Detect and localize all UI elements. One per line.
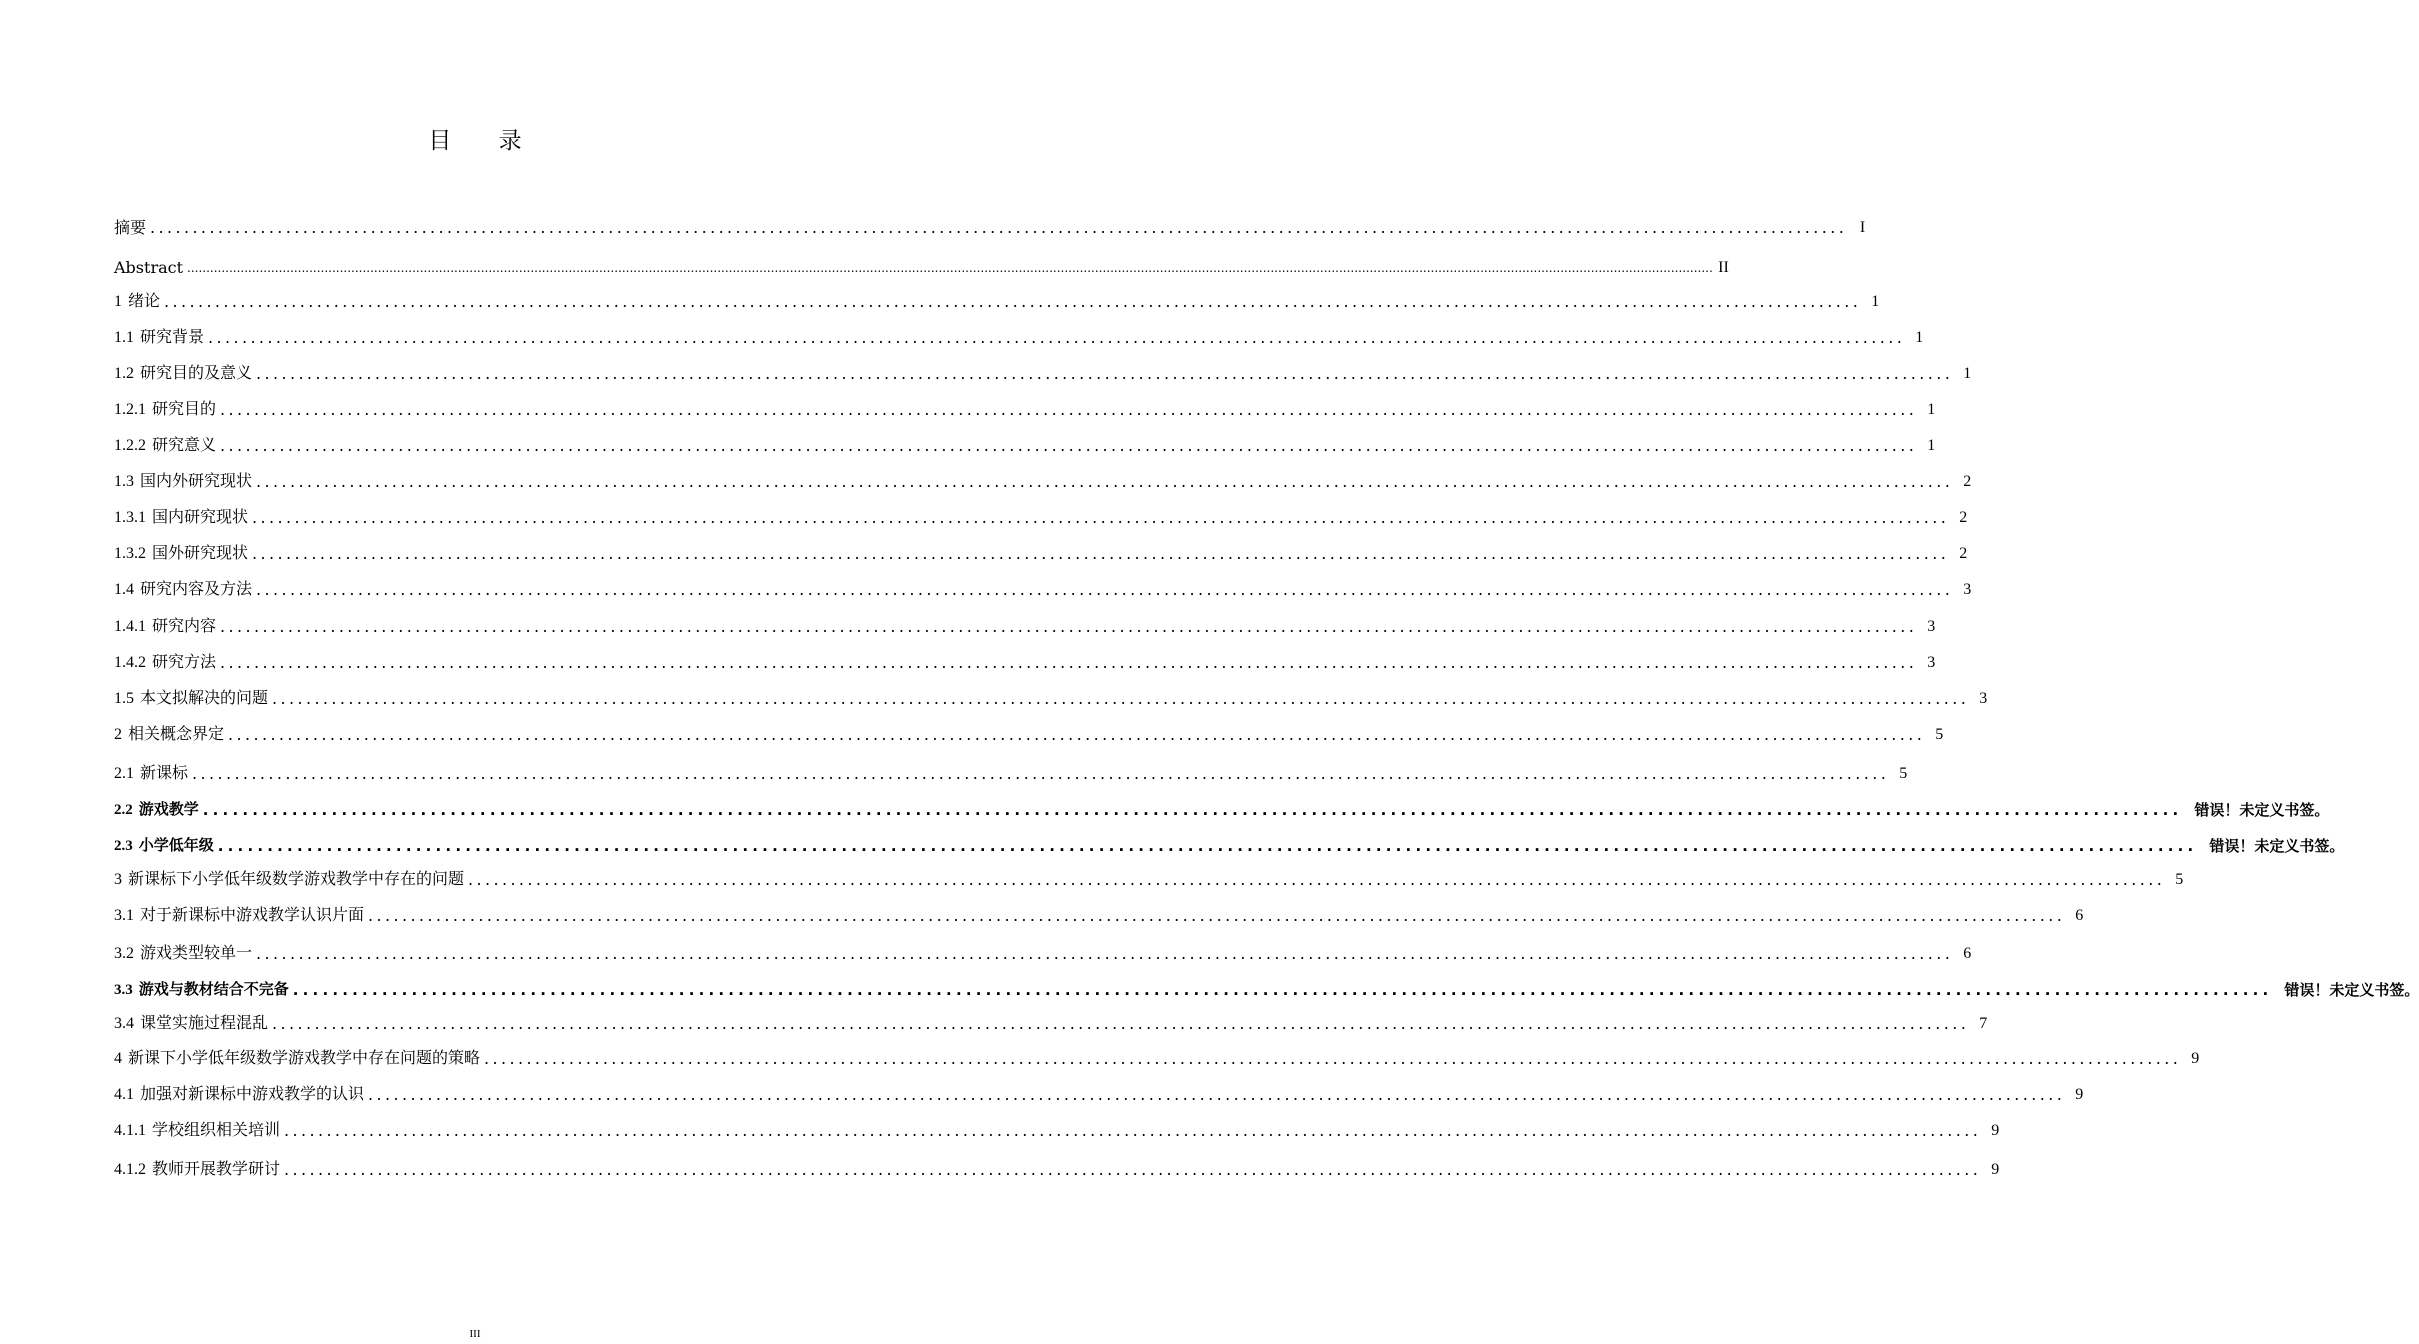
toc-entry-page-number: 2	[1959, 545, 1968, 562]
toc-entry[interactable]	[114, 1043, 2200, 1069]
toc-entry[interactable]	[114, 719, 1944, 745]
toc-entry-text: 研究意义	[152, 435, 217, 454]
toc-entry-page-number: 3	[1927, 654, 1936, 671]
toc-entry-number: 1.4.1	[114, 618, 146, 635]
toc-dot-leader: ........................................................................................................................................................................................................	[220, 436, 1918, 455]
toc-dot-leader: ........................................................................................................................................................................................................	[252, 508, 1950, 527]
toc-entry-label	[114, 507, 248, 528]
toc-entry-text: 新课下小学低年级数学游戏教学中存在问题的策略	[128, 1048, 481, 1067]
toc-entry-label	[114, 399, 216, 420]
toc-entry-text: 教师开展教学研讨	[152, 1159, 281, 1178]
toc-dot-leader: ........................................................................................................................................................................................................	[284, 1121, 1982, 1140]
toc-entry-label	[114, 652, 216, 673]
toc-entry-label	[114, 616, 216, 637]
toc-dot-leader: ........................................................................................................................................................................................................	[256, 364, 1954, 383]
toc-entry-number: 3	[114, 871, 122, 888]
toc-entry-number: 1.1	[114, 329, 134, 346]
toc-entry-number: 2.2	[114, 802, 133, 818]
toc-entry-page-number: 9	[1991, 1161, 2000, 1178]
toc-entry[interactable]	[114, 794, 2330, 820]
toc-entry-page-number: 3	[1927, 618, 1936, 635]
toc-dot-leader: ........................................................................................................................................................................................................	[256, 944, 1954, 963]
toc-dot-leader: ........................................................................................................................................................................................................	[272, 689, 1970, 708]
toc-entry-label	[114, 724, 224, 745]
toc-entry-page-number: 3	[1979, 690, 1988, 707]
page-title: 目 录	[428, 128, 542, 154]
toc-entry[interactable]	[114, 647, 1936, 673]
toc-dot-leader: ........................................................................................................................................................................................................	[468, 870, 2166, 889]
toc-entry-number: 2.3	[114, 838, 133, 854]
toc-entry[interactable]	[114, 974, 2419, 1000]
toc-entry-text: 学校组织相关培训	[152, 1120, 281, 1139]
toc-dot-leader: ........................................................................................................................................................................................................	[217, 837, 2198, 855]
toc-entry-page-number: 6	[2075, 907, 2084, 924]
toc-entry-label	[114, 543, 248, 564]
toc-entry[interactable]	[114, 1008, 1988, 1034]
toc-entry-text: 对于新课标中游戏教学认识片面	[140, 905, 365, 924]
toc-entry-label	[114, 799, 199, 820]
toc-entry-number: 1.2.1	[114, 401, 146, 418]
toc-entry-text: 小学低年级	[138, 836, 214, 854]
toc-dot-leader: ........................................................................................................................................................................................................	[368, 906, 2066, 925]
toc-entry-label	[114, 218, 146, 238]
toc-entry[interactable]	[114, 574, 1972, 600]
toc-entry[interactable]	[114, 394, 1936, 420]
toc-entry-page-number: II	[1718, 259, 1729, 276]
toc-entry-label	[114, 471, 252, 492]
toc-entry-text: 加强对新课标中游戏教学的认识	[140, 1084, 365, 1103]
toc-entry-page-number: 5	[1899, 765, 1908, 782]
toc-entry-label	[114, 1159, 280, 1180]
toc-entry-text: 研究背景	[140, 327, 205, 346]
toc-entry-label	[114, 943, 252, 964]
toc-entry-text: 新课标	[140, 763, 189, 782]
toc-entry[interactable]	[114, 683, 1988, 709]
toc-entry[interactable]	[114, 252, 1729, 278]
toc-entry-page-number: 1	[1915, 329, 1924, 346]
toc-entry-page-number: 5	[1935, 726, 1944, 743]
toc-entry-page-number: 9	[1991, 1122, 2000, 1139]
toc-entry-number: 4.1.2	[114, 1161, 146, 1178]
toc-entry-text: 本文拟解决的问题	[140, 688, 269, 707]
toc-entry-number: 3.1	[114, 907, 134, 924]
toc-entry-text: 游戏类型较单一	[140, 943, 253, 962]
toc-entry-page-number: 7	[1979, 1015, 1988, 1032]
toc-entry-number: 2	[114, 726, 122, 743]
toc-entry-number: 1.2.2	[114, 437, 146, 454]
toc-entry[interactable]	[114, 938, 1972, 964]
toc-dot-leader: ........................................................................................................................................................................................................	[256, 472, 1954, 491]
toc-entry[interactable]	[114, 900, 2084, 926]
toc-entry-number: 4	[114, 1050, 122, 1067]
toc-entry-number: 1.4	[114, 581, 134, 598]
toc-entry-label	[114, 1120, 280, 1141]
toc-dot-leader: ................................................................................................................................................................................................................................................................................................................................................................................................................	[187, 261, 1713, 275]
toc-entry-label	[114, 579, 252, 600]
toc-entry-page-number: 2	[1963, 473, 1972, 490]
toc-entry-number: 1.3.1	[114, 509, 146, 526]
toc-entry-label	[114, 363, 252, 384]
toc-entry-text: 研究方法	[152, 652, 217, 671]
page-footer-number: III	[469, 1328, 481, 1340]
toc-dot-leader: ........................................................................................................................................................................................................	[164, 292, 1862, 311]
toc-dot-leader: ........................................................................................................................................................................................................	[220, 653, 1918, 672]
toc-entry-text: 研究目的及意义	[140, 363, 253, 382]
toc-entry-page-number: 错误！未定义书签。	[2209, 837, 2345, 855]
toc-entry-text: 游戏与教材结合不完备	[138, 980, 289, 998]
toc-dot-leader: ........................................................................................................................................................................................................	[252, 544, 1950, 563]
toc-entry[interactable]	[114, 1079, 2084, 1105]
toc-entry-number: 4.1.1	[114, 1122, 146, 1139]
toc-entry[interactable]	[114, 1115, 2000, 1141]
toc-entry[interactable]	[114, 830, 2345, 856]
toc-entry[interactable]	[114, 538, 1968, 564]
toc-dot-leader: ........................................................................................................................................................................................................	[256, 580, 1954, 599]
toc-entry[interactable]	[114, 1154, 2000, 1180]
toc-entry-text: 新课标下小学低年级数学游戏教学中存在的问题	[128, 869, 465, 888]
toc-entry-page-number: 9	[2191, 1050, 2200, 1067]
toc-entry-text: 国内研究现状	[152, 507, 249, 526]
toc-dot-leader: ........................................................................................................................................................................................................	[150, 218, 1848, 237]
toc-dot-leader: ........................................................................................................................................................................................................	[292, 981, 2273, 999]
toc-entry-number: 3.2	[114, 945, 134, 962]
toc-entry-text: 游戏教学	[138, 800, 199, 818]
toc-entry-number: 4.1	[114, 1086, 134, 1103]
toc-entry-number: 3.4	[114, 1015, 134, 1032]
toc-entry-number: 2.1	[114, 765, 134, 782]
toc-entry-text: 摘要	[114, 218, 147, 237]
toc-entry-page-number: 3	[1963, 581, 1972, 598]
toc-entry-label	[114, 905, 364, 926]
toc-dot-leader: ........................................................................................................................................................................................................	[228, 725, 1926, 744]
toc-entry[interactable]	[114, 358, 1972, 384]
toc-entry-page-number: 1	[1927, 437, 1936, 454]
toc-entry[interactable]	[114, 502, 1968, 528]
toc-entry-number: 1.3.2	[114, 545, 146, 562]
toc-entry-text: 研究内容	[152, 616, 217, 635]
toc-entry-text: 课堂实施过程混乱	[140, 1013, 269, 1032]
toc-entry[interactable]	[114, 466, 1972, 492]
toc-entry[interactable]	[114, 286, 1880, 312]
toc-dot-leader: ........................................................................................................................................................................................................	[272, 1014, 1970, 1033]
toc-entry-label	[114, 327, 204, 348]
toc-entry[interactable]	[114, 611, 1936, 637]
toc-entry-page-number: 1	[1927, 401, 1936, 418]
toc-entry-label	[114, 258, 183, 278]
toc-entry-page-number: 2	[1959, 509, 1968, 526]
toc-entry-text: 研究内容及方法	[140, 579, 253, 598]
toc-entry-page-number: I	[1859, 219, 1866, 236]
toc-entry[interactable]	[114, 430, 1936, 456]
toc-entry-label	[114, 835, 214, 856]
toc-entry-label	[114, 1084, 364, 1105]
toc-entry-label	[114, 869, 464, 890]
toc-entry-label	[114, 979, 289, 1000]
toc-dot-leader: ........................................................................................................................................................................................................	[192, 764, 1890, 783]
toc-entry-number: 1.3	[114, 473, 134, 490]
toc-entry-number: 1.2	[114, 365, 134, 382]
toc-entry-text: 国内外研究现状	[140, 471, 253, 490]
toc-entry-page-number: 错误！未定义书签。	[2284, 981, 2419, 999]
toc-entry-label	[114, 435, 216, 456]
toc-entry-page-number: 5	[2175, 871, 2184, 888]
toc-entry-label	[114, 688, 268, 709]
toc-entry-label	[114, 1048, 480, 1069]
toc-entry[interactable]	[114, 322, 1924, 348]
toc-entry-number: 1	[114, 293, 122, 310]
toc-entry-text: 绪论	[128, 291, 161, 310]
toc-dot-leader: ........................................................................................................................................................................................................	[284, 1160, 1982, 1179]
toc-dot-leader: ........................................................................................................................................................................................................	[368, 1085, 2066, 1104]
toc-entry[interactable]	[114, 758, 1908, 784]
toc-entry[interactable]	[114, 212, 1866, 238]
toc-entry-text: 国外研究现状	[152, 543, 249, 562]
toc-dot-leader: ........................................................................................................................................................................................................	[484, 1049, 2182, 1068]
toc-entry-label	[114, 763, 188, 784]
toc-entry-text: 相关概念界定	[128, 724, 225, 743]
toc-entry-text: 研究目的	[152, 399, 217, 418]
toc-dot-leader: ........................................................................................................................................................................................................	[202, 801, 2183, 819]
toc-entry-page-number: 错误！未定义书签。	[2194, 801, 2330, 819]
toc-entry-label	[114, 291, 160, 312]
toc-dot-leader: ........................................................................................................................................................................................................	[220, 400, 1918, 419]
toc-entry[interactable]	[114, 864, 2184, 890]
toc-entry-number: 1.4.2	[114, 654, 146, 671]
toc-entry-number: 1.5	[114, 690, 134, 707]
toc-entry-page-number: 1	[1963, 365, 1972, 382]
toc-entry-page-number: 1	[1871, 293, 1880, 310]
toc-entry-label	[114, 1013, 268, 1034]
toc-entry-page-number: 6	[1963, 945, 1972, 962]
toc-entry-page-number: 9	[2075, 1086, 2084, 1103]
toc-entry-number: 3.3	[114, 982, 133, 998]
toc-entry-text: Abstract	[114, 258, 184, 277]
toc-dot-leader: ........................................................................................................................................................................................................	[220, 617, 1918, 636]
toc-dot-leader: ........................................................................................................................................................................................................	[208, 328, 1906, 347]
